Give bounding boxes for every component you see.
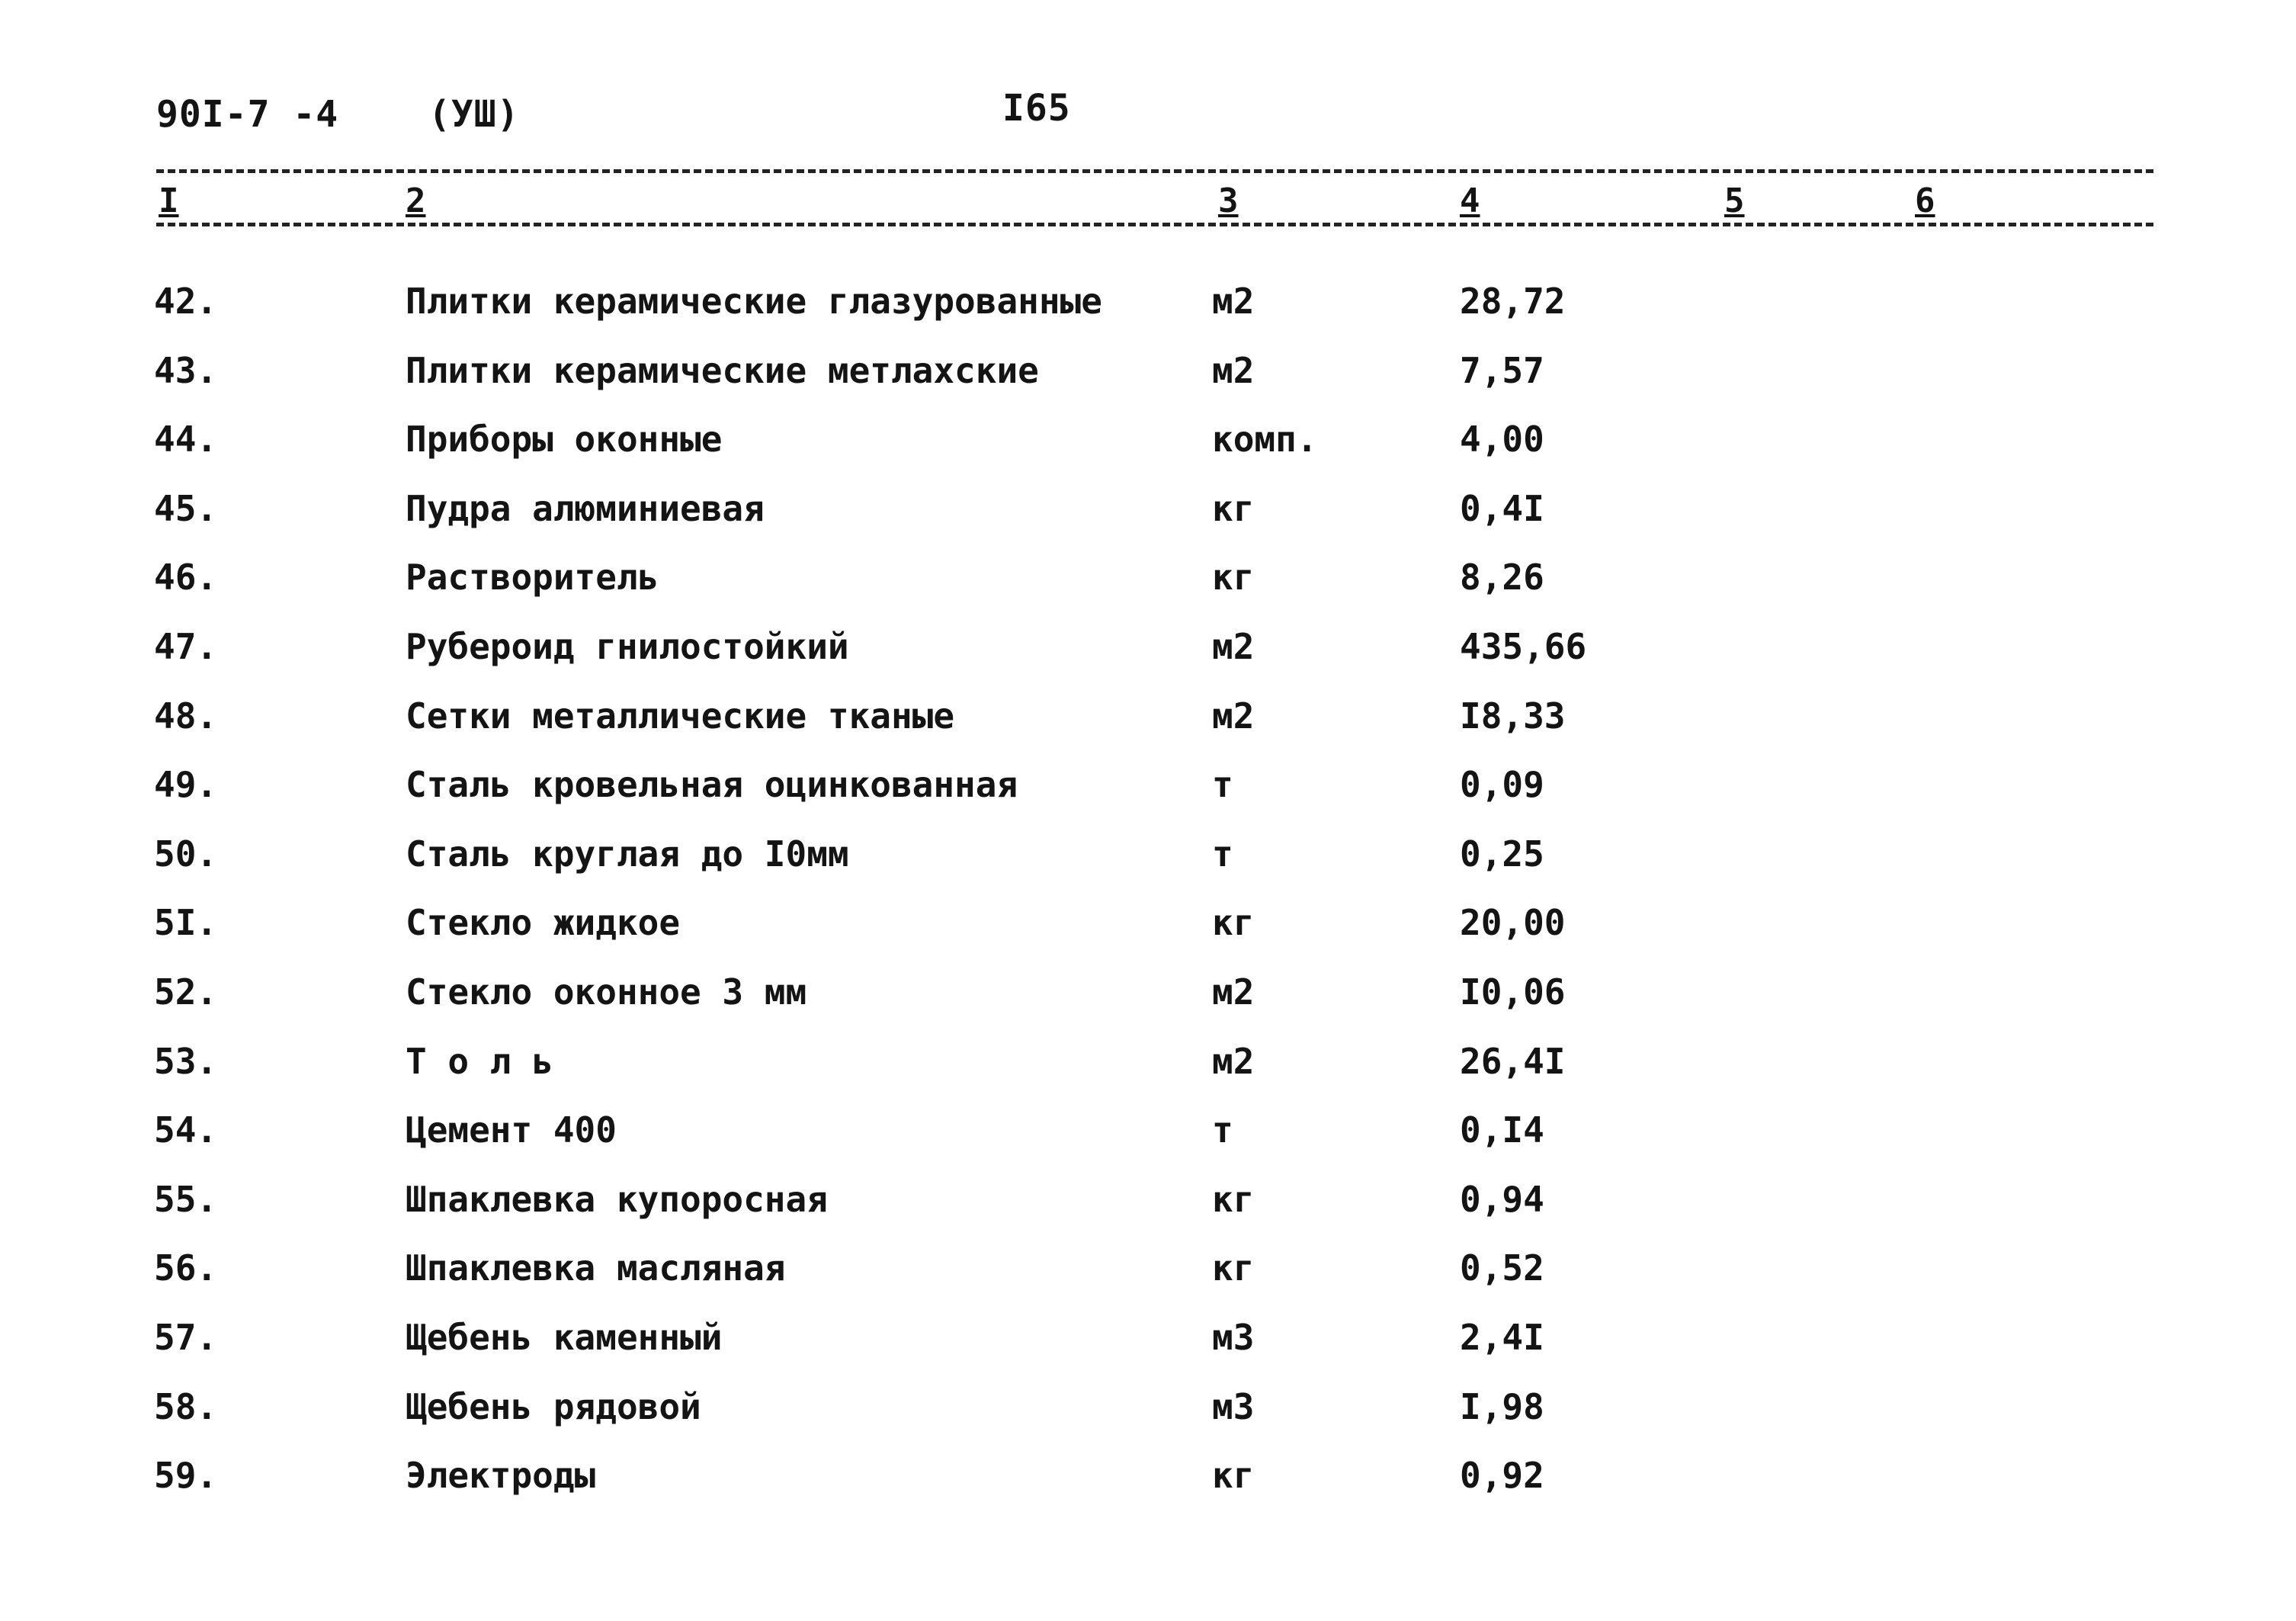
unit: кг <box>1212 1455 1255 1497</box>
quantity: 0,09 <box>1460 764 1544 806</box>
row-number: 5I. <box>154 902 218 944</box>
unit: м2 <box>1212 625 1255 667</box>
material-name: Плитки керамические метлахские <box>406 349 1039 391</box>
table-row <box>0 349 2296 422</box>
table-row <box>0 902 2296 974</box>
page-number: I65 <box>1002 87 1071 130</box>
quantity: 4,00 <box>1460 419 1544 461</box>
row-number: 43. <box>154 349 218 391</box>
material-name: Щебень рядовой <box>406 1385 701 1427</box>
material-name: Плитки керамические глазурованные <box>406 281 1102 322</box>
unit: м3 <box>1212 1316 1255 1358</box>
material-name: Т о л ь <box>406 1040 553 1082</box>
unit: т <box>1212 833 1233 875</box>
table-row <box>0 557 2296 629</box>
material-name: Шпаклевка масляная <box>406 1247 786 1289</box>
unit: м2 <box>1212 1040 1255 1082</box>
material-name: Сетки металлические тканые <box>406 695 955 737</box>
table-row <box>0 1385 2296 1459</box>
table-row <box>0 1109 2296 1182</box>
material-name: Растворитель <box>406 557 659 599</box>
materials-table <box>0 281 2296 1527</box>
column-number-5: 5 <box>1724 181 1745 220</box>
quantity: 20,00 <box>1460 902 1566 944</box>
row-number: 57. <box>154 1316 218 1358</box>
row-number: 47. <box>154 625 218 667</box>
header-rule-top <box>156 169 2153 173</box>
unit: кг <box>1212 902 1255 944</box>
quantity: 0,92 <box>1460 1455 1544 1497</box>
document-code: 90I-7 -4 <box>156 93 339 136</box>
material-name: Пудра алюминиевая <box>406 487 765 529</box>
column-number-6: 6 <box>1915 181 1935 220</box>
row-number: 56. <box>154 1247 218 1289</box>
table-row <box>0 971 2296 1044</box>
quantity: 0,52 <box>1460 1247 1544 1289</box>
material-name: Сталь кровельная оцинкованная <box>406 764 1018 806</box>
table-row <box>0 833 2296 906</box>
unit: кг <box>1212 1247 1255 1289</box>
quantity: 7,57 <box>1460 349 1544 391</box>
row-number: 48. <box>154 695 218 737</box>
table-row <box>0 1247 2296 1320</box>
table-row <box>0 1040 2296 1113</box>
unit: т <box>1212 1109 1233 1151</box>
column-number-2: 2 <box>406 181 426 220</box>
table-row <box>0 764 2296 836</box>
header-rule-bottom <box>156 223 2153 226</box>
row-number: 55. <box>154 1178 218 1220</box>
row-number: 49. <box>154 764 218 806</box>
quantity: 435,66 <box>1460 625 1587 667</box>
row-number: 42. <box>154 281 218 322</box>
column-number-4: 4 <box>1460 181 1480 220</box>
unit: м3 <box>1212 1385 1255 1427</box>
unit: кг <box>1212 487 1255 529</box>
table-row <box>0 1178 2296 1251</box>
material-name: Щебень каменный <box>406 1316 723 1358</box>
table-row <box>0 695 2296 768</box>
quantity: 0,4I <box>1460 487 1544 529</box>
table-row <box>0 419 2296 491</box>
row-number: 50. <box>154 833 218 875</box>
quantity: 2,4I <box>1460 1316 1544 1358</box>
document-section: (УШ) <box>428 93 520 136</box>
unit: кг <box>1212 557 1255 599</box>
material-name: Стекло оконное 3 мм <box>406 971 807 1013</box>
row-number: 53. <box>154 1040 218 1082</box>
unit: комп. <box>1212 419 1318 461</box>
unit: м2 <box>1212 695 1255 737</box>
material-name: Рубероид гнилостойкий <box>406 625 849 667</box>
material-name: Электроды <box>406 1455 596 1497</box>
column-number-1: I <box>159 181 179 220</box>
row-number: 54. <box>154 1109 218 1151</box>
unit: м2 <box>1212 349 1255 391</box>
row-number: 58. <box>154 1385 218 1427</box>
table-row <box>0 1316 2296 1389</box>
column-number-3: 3 <box>1218 181 1239 220</box>
table-row <box>0 1455 2296 1527</box>
row-number: 45. <box>154 487 218 529</box>
row-number: 44. <box>154 419 218 461</box>
quantity: I,98 <box>1460 1385 1544 1427</box>
material-name: Цемент 400 <box>406 1109 617 1151</box>
unit: м2 <box>1212 281 1255 322</box>
quantity: 0,I4 <box>1460 1109 1544 1151</box>
quantity: 26,4I <box>1460 1040 1566 1082</box>
quantity: 0,25 <box>1460 833 1544 875</box>
unit: кг <box>1212 1178 1255 1220</box>
quantity: 0,94 <box>1460 1178 1544 1220</box>
unit: т <box>1212 764 1233 806</box>
material-name: Сталь круглая до I0мм <box>406 833 849 875</box>
table-row <box>0 281 2296 353</box>
quantity: I8,33 <box>1460 695 1566 737</box>
material-name: Приборы оконные <box>406 419 723 461</box>
quantity: 8,26 <box>1460 557 1544 599</box>
row-number: 59. <box>154 1455 218 1497</box>
unit: м2 <box>1212 971 1255 1013</box>
table-row <box>0 487 2296 560</box>
row-number: 52. <box>154 971 218 1013</box>
row-number: 46. <box>154 557 218 599</box>
material-name: Стекло жидкое <box>406 902 681 944</box>
material-name: Шпаклевка купоросная <box>406 1178 828 1220</box>
quantity: I0,06 <box>1460 971 1566 1013</box>
quantity: 28,72 <box>1460 281 1566 322</box>
table-row <box>0 625 2296 698</box>
